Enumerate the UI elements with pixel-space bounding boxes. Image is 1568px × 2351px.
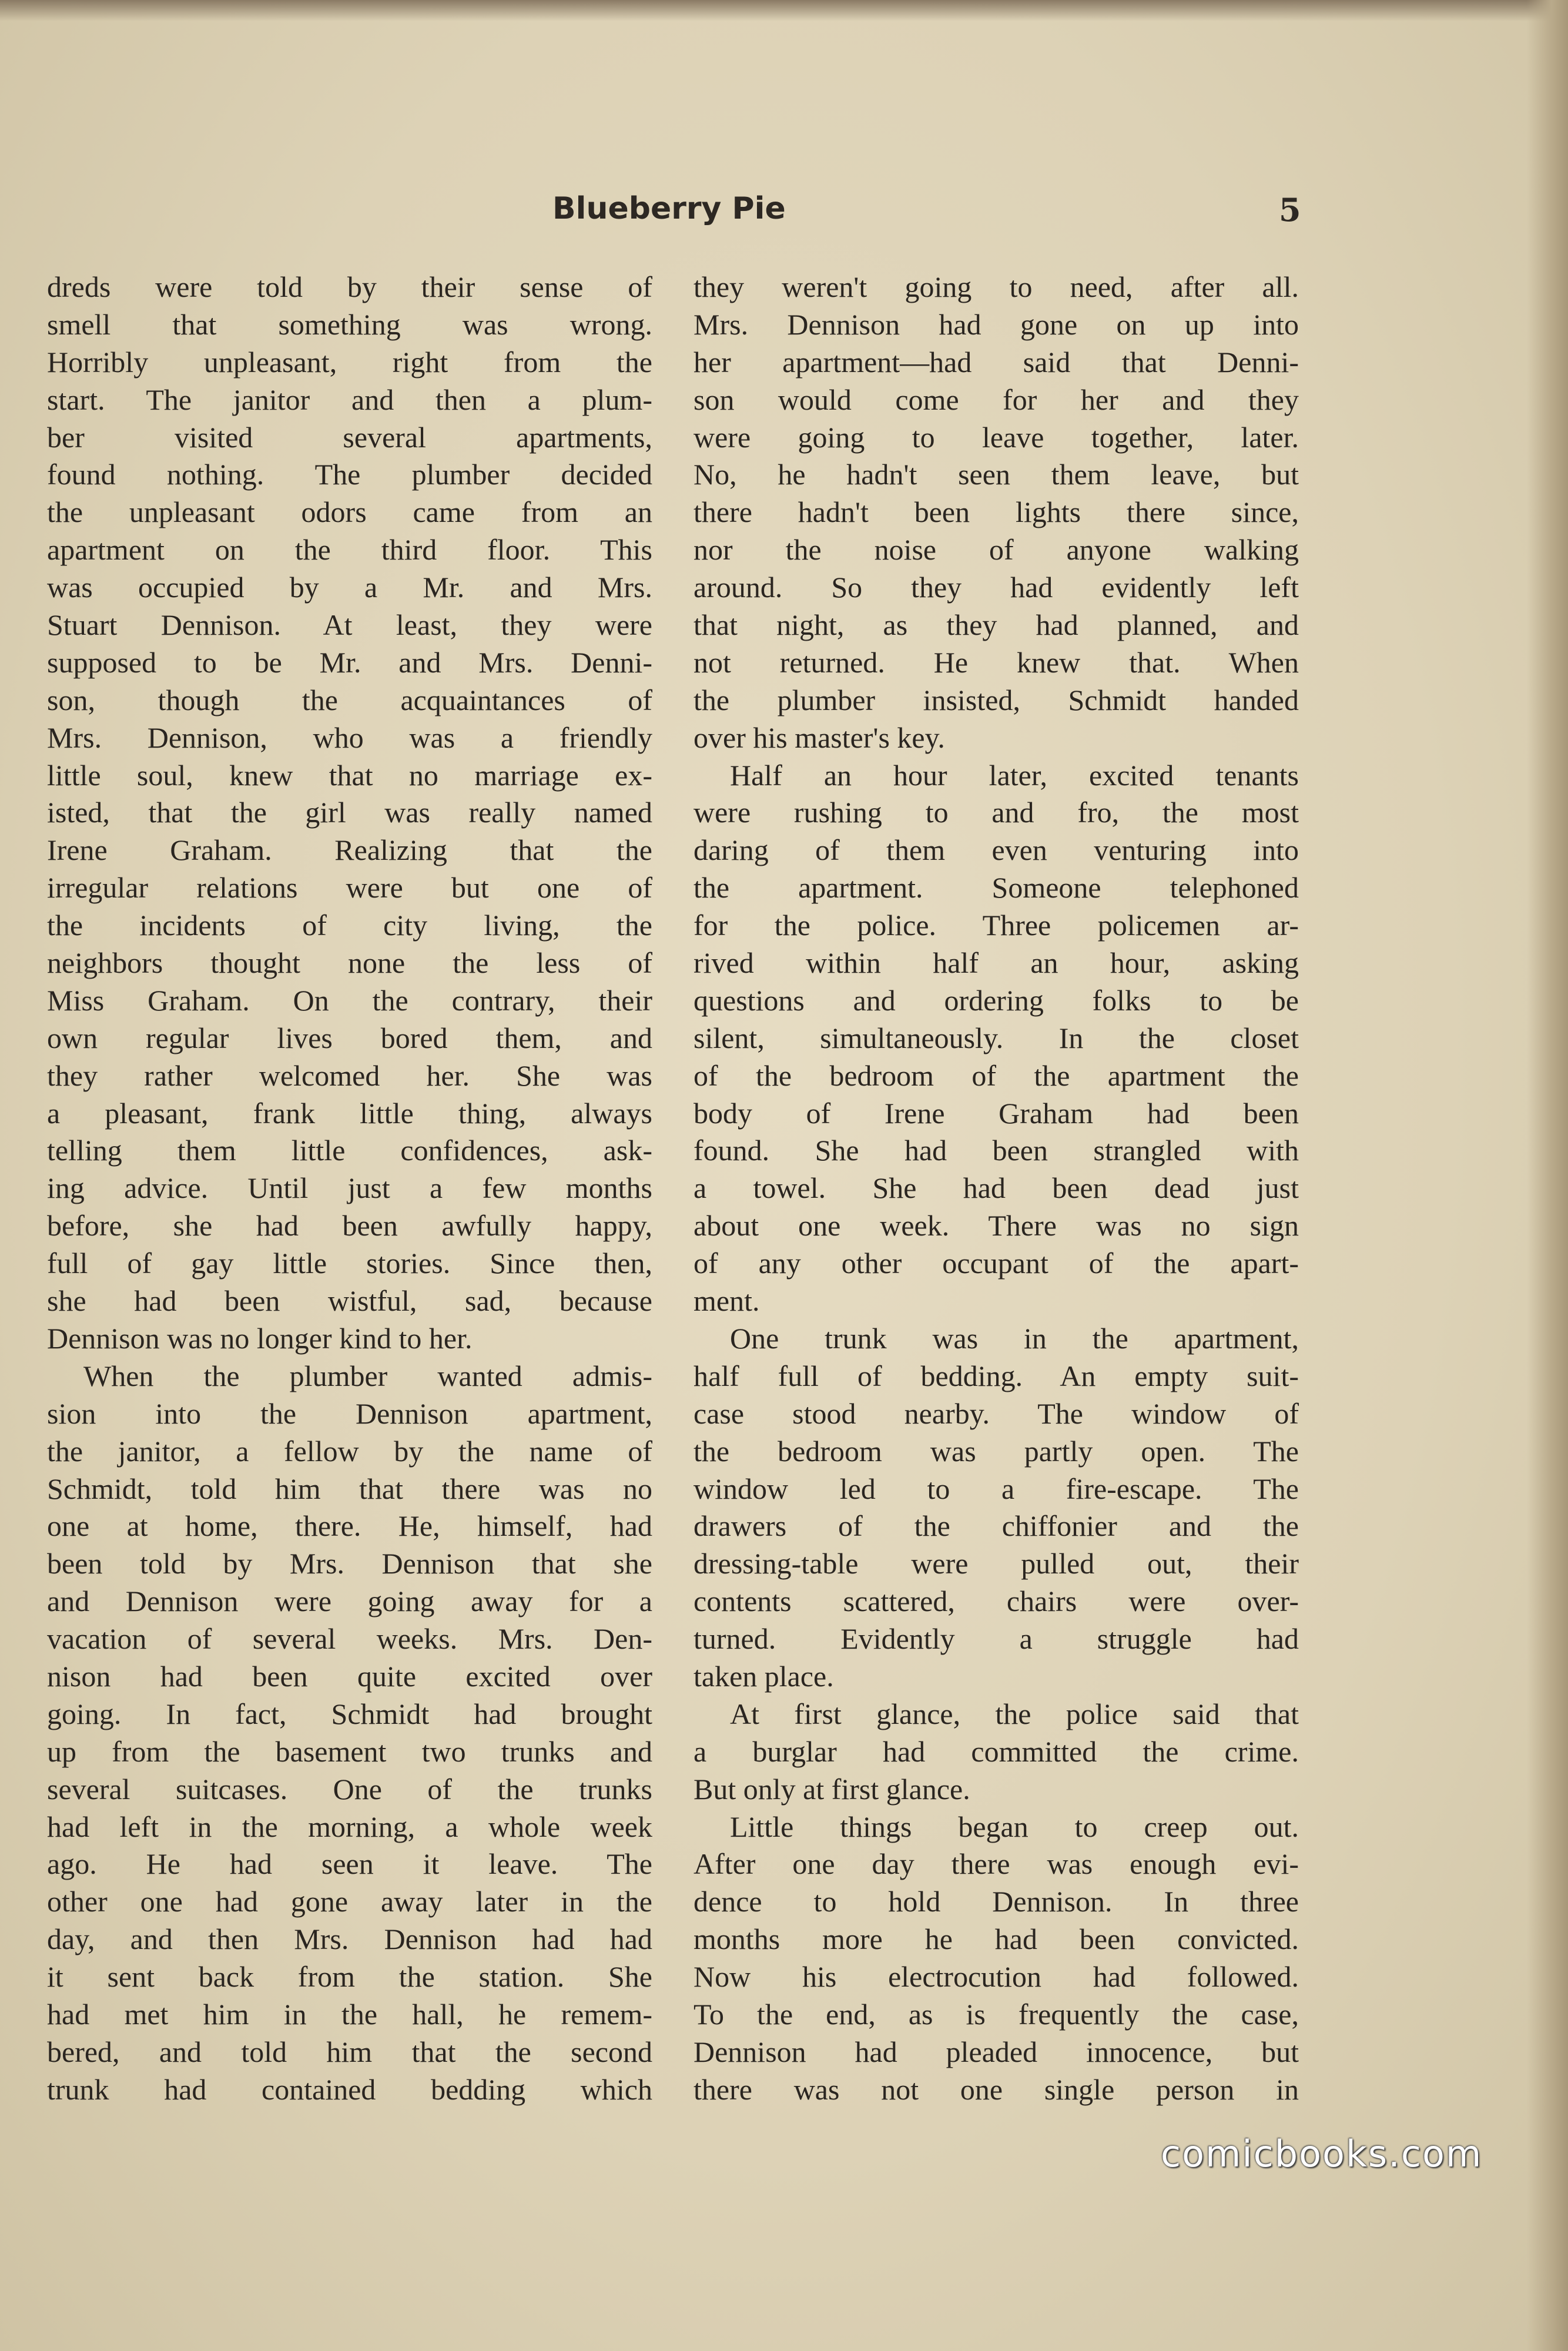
text-line: a towel. She had been dead just [693, 1171, 1299, 1205]
text-line: dressing-table were pulled out, their [693, 1547, 1299, 1580]
text-line: they weren't going to need, after all. [693, 270, 1299, 303]
text-line: little soul, knew that no marriage ex- [47, 758, 652, 792]
text-line: At first glance, the police said that [730, 1697, 1299, 1730]
text-line: dence to hold Dennison. In three [693, 1885, 1299, 1918]
text-line: One trunk was in the apartment, [730, 1321, 1299, 1355]
text-line: going. In fact, Schmidt had brought [47, 1697, 652, 1730]
text-line: silent, simultaneously. In the closet [693, 1021, 1299, 1054]
text-line: other one had gone away later in the [47, 1885, 652, 1918]
text-line: several suitcases. One of the trunks [47, 1772, 652, 1806]
text-line: had left in the morning, a whole week [47, 1810, 652, 1843]
text-line: there was not one single person in [693, 2072, 1299, 2106]
text-line: But only at first glance. [693, 1772, 970, 1806]
text-line: ing advice. Until just a few months [47, 1171, 652, 1205]
text-line: smell that something was wrong. [47, 307, 652, 341]
text-line: Schmidt, told him that there was no [47, 1472, 652, 1505]
text-line: over his master's key. [693, 721, 945, 754]
page-top-edge [0, 0, 1568, 21]
text-line: isted, that the girl was really named [47, 796, 652, 829]
text-line: Little things began to creep out. [730, 1810, 1299, 1843]
text-line: the janitor, a fellow by the name of [47, 1434, 652, 1468]
text-line: months more he had been convicted. [693, 1923, 1299, 1956]
text-line: around. So they had evidently left [693, 571, 1299, 604]
text-line: irregular relations were but one of [47, 871, 652, 905]
text-line: taken place. [693, 1659, 834, 1693]
text-line: the unpleasant odors came from an [47, 495, 652, 529]
text-line: full of gay little stories. Since then, [47, 1247, 652, 1280]
text-line: Dennison had pleaded innocence, but [693, 2035, 1299, 2068]
text-line: sion into the Dennison apartment, [47, 1396, 652, 1430]
text-line: had met him in the hall, he remem- [47, 1997, 652, 2031]
text-line: was occupied by a Mr. and Mrs. [47, 571, 652, 604]
text-line: the apartment. Someone telephoned [693, 871, 1299, 905]
text-line: and Dennison were going away for a [47, 1585, 652, 1618]
text-line: vacation of several weeks. Mrs. Den- [47, 1622, 652, 1656]
text-line: Half an hour later, excited tenants [730, 758, 1299, 792]
text-line: found. She had been strangled with [693, 1134, 1299, 1167]
text-line: a burglar had committed the crime. [693, 1734, 1299, 1768]
text-line: were going to leave together, later. [693, 420, 1299, 454]
text-line: Mrs. Dennison, who was a friendly [47, 721, 652, 754]
text-line: turned. Evidently a struggle had [693, 1622, 1299, 1656]
running-title: Blueberry Pie [552, 191, 786, 226]
text-line: a pleasant, frank little thing, always [47, 1096, 652, 1130]
text-line: son would come for her and they [693, 383, 1299, 416]
right-text-column [693, 269, 1299, 2109]
text-line: apartment on the third floor. This [47, 533, 652, 567]
text-line: supposed to be Mr. and Mrs. Denni- [47, 645, 652, 679]
page-number: 5 [1279, 191, 1301, 229]
text-line: drawers of the chiffonier and the [693, 1509, 1299, 1543]
text-line: were rushing to and fro, the most [693, 796, 1299, 829]
text-line: one at home, there. He, himself, had [47, 1509, 652, 1543]
text-line: they rather welcomed her. She was [47, 1059, 652, 1092]
text-line: dreds were told by their sense of [47, 270, 652, 303]
text-line: there hadn't been lights there since, [693, 495, 1299, 529]
text-line: No, he hadn't seen them leave, but [693, 458, 1299, 491]
text-line: son, though the acquaintances of [47, 683, 652, 716]
left-text-column [47, 269, 652, 2109]
text-line: case stood nearby. The window of [693, 1396, 1299, 1430]
text-line: ber visited several apartments, [47, 420, 652, 454]
text-line: nison had been quite excited over [47, 1659, 652, 1693]
running-header [0, 191, 1568, 238]
text-line: bered, and told him that the second [47, 2035, 652, 2068]
text-line: it sent back from the station. She [47, 1960, 652, 1994]
text-line: contents scattered, chairs were over- [693, 1585, 1299, 1618]
page-right-edge [1527, 0, 1568, 2351]
text-line: her apartment—had said that Denni- [693, 345, 1299, 379]
text-line: been told by Mrs. Dennison that she [47, 1547, 652, 1580]
text-line: the plumber insisted, Schmidt handed [693, 683, 1299, 716]
text-line: Horribly unpleasant, right from the [47, 345, 652, 379]
text-line: trunk had contained bedding which [47, 2072, 652, 2106]
text-line: of any other occupant of the apart- [693, 1247, 1299, 1280]
text-line: own regular lives bored them, and [47, 1021, 652, 1054]
text-line: found nothing. The plumber decided [47, 458, 652, 491]
text-line: that night, as they had planned, and [693, 608, 1299, 642]
text-line: telling them little confidences, ask- [47, 1134, 652, 1167]
text-line: before, she had been awfully happy, [47, 1209, 652, 1243]
text-line: Stuart Dennison. At least, they were [47, 608, 652, 642]
text-line: questions and ordering folks to be [693, 983, 1299, 1017]
text-line: the bedroom was partly open. The [693, 1434, 1299, 1468]
text-line: start. The janitor and then a plum- [47, 383, 652, 416]
text-line: rived within half an hour, asking [693, 946, 1299, 980]
text-line: daring of them even venturing into [693, 833, 1299, 867]
text-line: not returned. He knew that. When [693, 645, 1299, 679]
text-line: the incidents of city living, the [47, 909, 652, 942]
text-line: she had been wistful, sad, because [47, 1284, 652, 1318]
text-line: half full of bedding. An empty suit- [693, 1359, 1299, 1392]
text-line: After one day there was enough evi- [693, 1847, 1299, 1881]
text-line: for the police. Three policemen ar- [693, 909, 1299, 942]
text-line: Mrs. Dennison had gone on up into [693, 307, 1299, 341]
text-line: To the end, as is frequently the case, [693, 1997, 1299, 2031]
text-line: of the bedroom of the apartment the [693, 1059, 1299, 1092]
text-line: ago. He had seen it leave. The [47, 1847, 652, 1881]
text-line: Now his electrocution had followed. [693, 1960, 1299, 1994]
site-watermark: comicbooks.com [1161, 2132, 1483, 2175]
text-line: body of Irene Graham had been [693, 1096, 1299, 1130]
text-line: neighbors thought none the less of [47, 946, 652, 980]
text-line: Irene Graham. Realizing that the [47, 833, 652, 867]
text-line: about one week. There was no sign [693, 1209, 1299, 1243]
text-line: Miss Graham. On the contrary, their [47, 983, 652, 1017]
text-line: window led to a fire-escape. The [693, 1472, 1299, 1505]
text-line: nor the noise of anyone walking [693, 533, 1299, 567]
text-line: day, and then Mrs. Dennison had had [47, 1923, 652, 1956]
text-line: up from the basement two trunks and [47, 1734, 652, 1768]
text-line: ment. [693, 1284, 760, 1318]
text-line: Dennison was no longer kind to her. [47, 1321, 473, 1355]
text-line: When the plumber wanted admis- [83, 1359, 652, 1392]
